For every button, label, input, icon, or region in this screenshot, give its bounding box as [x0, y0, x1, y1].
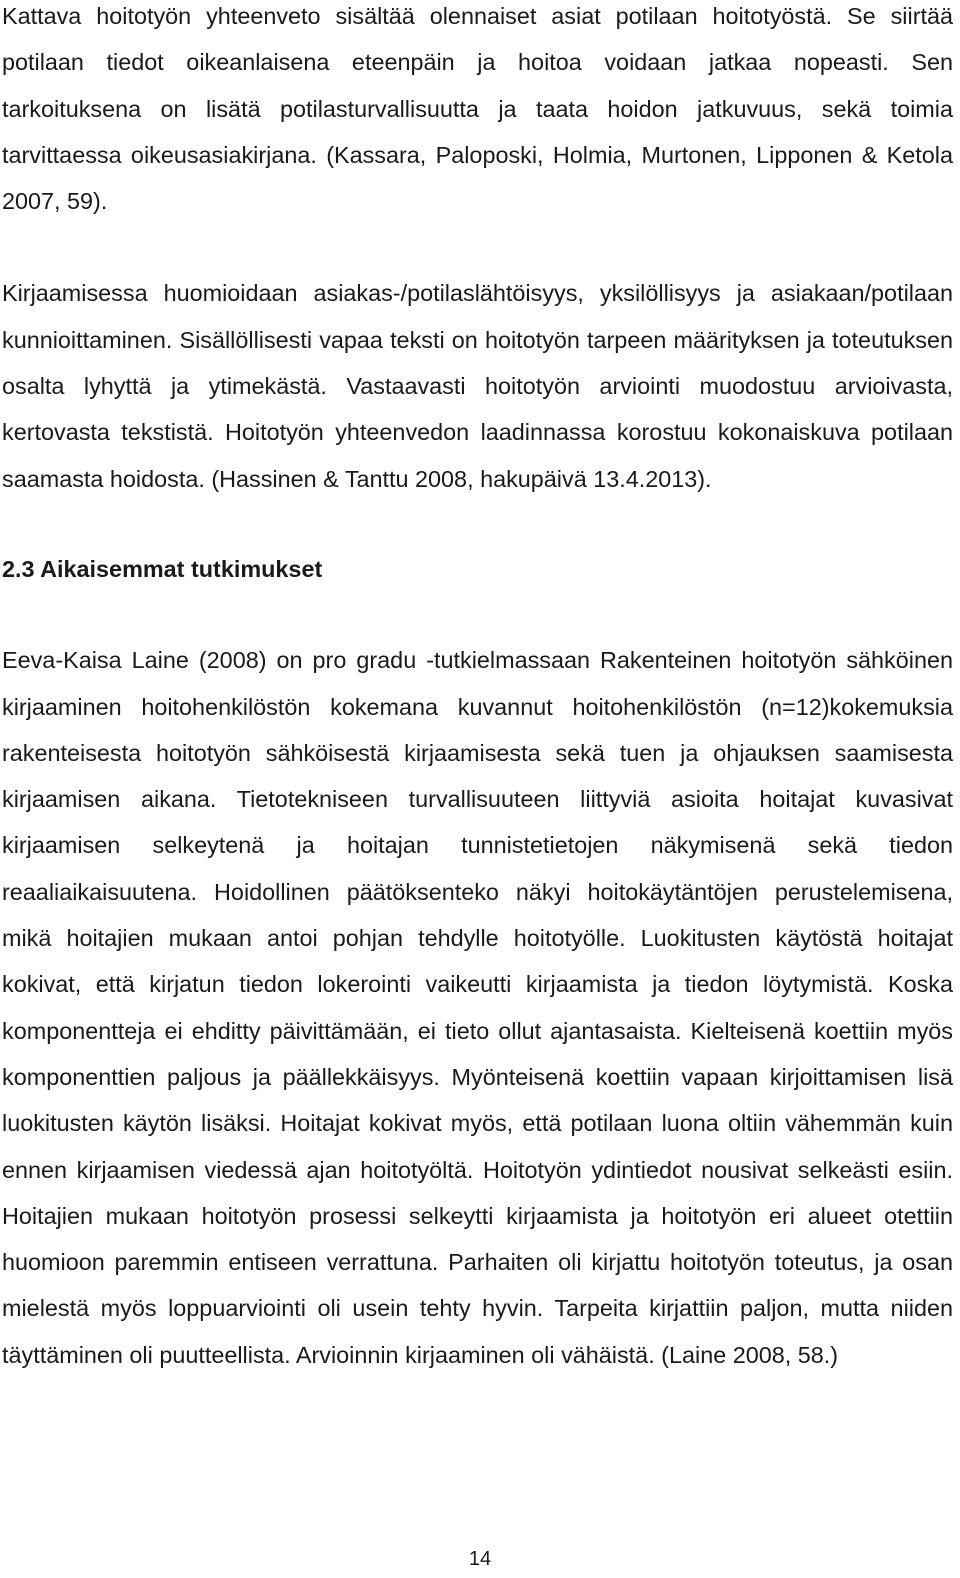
document-page	[2, 0, 953, 1378]
page-number: 14	[468, 1548, 492, 1570]
body-paragraph-summary: Kattava hoitotyön yhteenveto sisältää olennaiset asiat potilaan hoitotyöstä. Se siirtää potilaan tiedot oikeanlaisena eteenpäin ja hoitoa voidaan jatkaa nopeasti. Sen tarkoituksena on lisätä potilasturvallisuutta ja taata hoidon jatkuvuus, sekä toimia tarvittaessa oikeusasiakirjana. (Kassara, Paloposki, Holmia, Murtonen, Lipponen & Ketola 2007, 59).	[2, 3, 953, 215]
body-paragraph-documentation: Kirjaamisessa huomioidaan asiakas-/potilaslähtöisyys, yksilöllisyys ja asiakaan/potilaan kunnioittaminen. Sisällöllisesti vapaa teksti on hoitotyön tarpeen määrityksen ja toteutuksen osalta lyhyttä ja ytimekästä. Vastaavasti hoitotyön arviointi muodostuu arvioivasta, kertovasta tekstistä. Hoitotyön yhteenvedon laadinnassa korostuu kokonaiskuva potilaan saamasta hoidosta. (Hassinen & Tanttu 2008, hakupäivä 13.4.2013).	[2, 280, 953, 492]
body-paragraph-previous-research: Eeva-Kaisa Laine (2008) on pro gradu -tutkielmassaan Rakenteinen hoitotyön sähköinen kirjaaminen hoitohenkilöstön kokemana kuvannut hoitohenkilöstön (n=12)kokemuksia rakenteisesta hoitotyön sähköisestä kirjaamisesta sekä tuen ja ohjauksen saamisesta kirjaamisen aikana. Tietotekniseen turvallisuuteen liittyviä asioita hoitajat kuvasivat kirjaamisen selkeytenä ja hoitajan tunnistetietojen näkymisenä sekä tiedon reaaliaikaisuutena. Hoidollinen päätöksenteko näkyi hoitokäytäntöjen perustelemisena, mikä hoitajien mukaan antoi pohjan tehdylle hoitotyölle. Luokitusten käytöstä hoitajat kokivat, että kirjatun tiedon lokerointi vaikeutti kirjaamista ja tiedon löytymistä. Koska komponentteja ei ehditty päivittämään, ei tieto ollut ajantasaista. Kielteisenä koettiin myös komponenttien paljous ja päällekkäisyys. Myönteisenä koettiin vapaan kirjoittamisen lisä luokitusten käytön lisäksi. Hoitajat kokivat myös, että potilaan luona oltiin vähemmän kuin ennen kirjaamisen viedessä ajan hoitotyöltä. Hoitotyön ydintiedot nousivat selkeästi esiin. Hoitajien mukaan hoitotyön prosessi selkeytti kirjaamista ja hoitotyön eri alueet otettiin huomioon paremmin entiseen verrattuna. Parhaiten oli kirjattu hoitotyön toteutus, ja osan mielestä myös loppuarviointi oli usein tehty hyvin. Tarpeita kirjattiin paljon, mutta niiden täyttäminen oli puutteellista. Arvioinnin kirjaaminen oli vähäistä. (Laine 2008, 58.)	[2, 647, 953, 1368]
section-heading: 2.3 Aikaisemmat tutkimukset	[2, 555, 323, 582]
